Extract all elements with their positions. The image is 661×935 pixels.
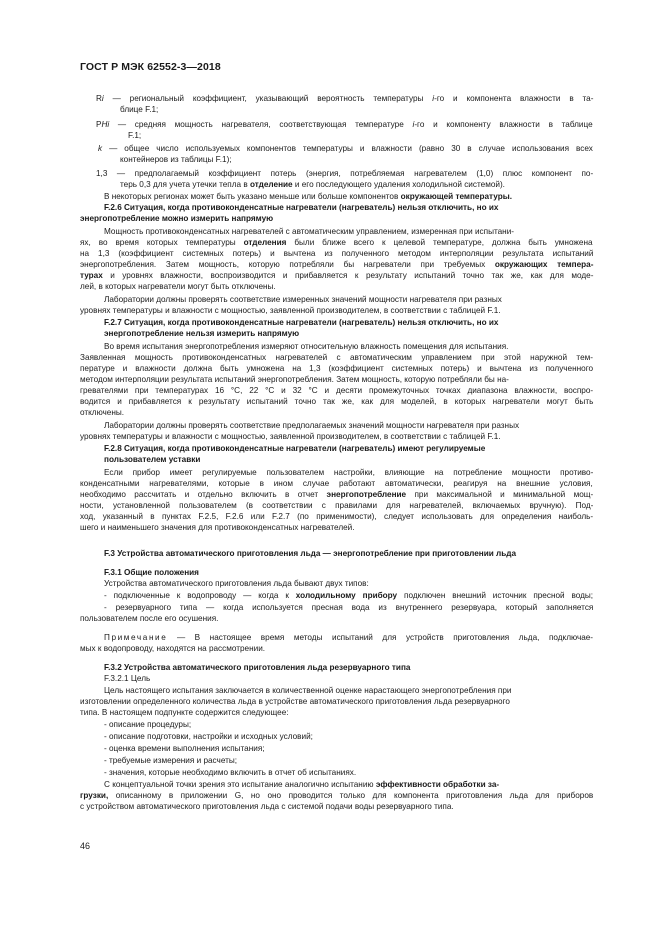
text-segment: С концептуальной точки зрения это испытание аналогично испытанию — [104, 780, 376, 789]
bold-term: F.3.1 Общие положения — [104, 568, 199, 577]
text-segment: на 1,3 (коэффициент системных потерь) и вычтена из полученного методом интерполяции результата испытаний — [80, 249, 594, 258]
text-segment: — региональный коэффициент, указывающий вероятность температуры — [103, 94, 433, 103]
text-line — [104, 779, 499, 790]
text-line — [80, 385, 593, 396]
text-segment: необходимо рассчитать и отдельно включить в отчет — [80, 490, 327, 499]
text-line — [120, 179, 505, 190]
text-line — [104, 191, 512, 202]
text-line — [80, 478, 593, 489]
text-segment: Лаборатории должны проверять соответствие измеренных значений мощности нагревателя при разных — [104, 295, 502, 304]
text-line — [104, 685, 511, 696]
text-segment: уровнях температуры и влажности с мощностью, заявленной производителем, в соответствии с таблицей F.1. — [80, 432, 501, 441]
text-segment: — средняя мощность нагревателя, соответствующая температуре — [109, 120, 413, 129]
text-segment: гревателями при температурах 16 °С, 22 °С и 32 °С и десяти промежуточных точках диапазона влажности, воспро- — [80, 386, 594, 395]
text-line — [104, 202, 498, 213]
text-line — [104, 731, 313, 742]
text-segment: отключены. — [80, 408, 125, 417]
text-segment: конденсатными нагревателями, которые в ином случае работают автоматически, реагируя на внешние условия, — [80, 479, 593, 488]
italic-symbol: k — [98, 144, 103, 153]
text-segment: описанному в приложении G, но оно проводится только для компонента приготовления льда для приборов — [108, 791, 594, 800]
text-line — [96, 168, 593, 179]
text-segment: В некоторых регионах может быть указано меньше или больше компонентов — [104, 192, 401, 201]
text-line — [80, 801, 454, 812]
text-segment: F.3.2.1 Цель — [104, 674, 151, 683]
text-segment: Лаборатории должны проверять соответствие предполагаемых значений мощности нагревателя при разных — [104, 421, 520, 430]
text-line — [104, 328, 299, 339]
text-segment: - оценка времени выполнения испытания; — [104, 744, 265, 753]
text-segment: и его последующего удаления холодильной системой). — [292, 180, 505, 189]
text-line — [104, 767, 356, 778]
text-segment: - резервуарного типа — когда используется пресная вода из внутреннего резервуара, который заполняется — [104, 603, 594, 612]
bold-term: отделение — [249, 180, 293, 189]
text-segment: были ближе всего к целевой температуре, должна быть умножена — [286, 238, 593, 247]
bold-term: пользователем уставки — [104, 455, 201, 464]
text-line — [80, 305, 501, 316]
text-line — [80, 696, 510, 707]
text-line — [80, 643, 265, 654]
bold-term: F.3 Устройства автоматического приготовления льда — энергопотребление при приготовлении льда — [104, 549, 517, 558]
text-line — [120, 154, 232, 165]
italic-symbol: i — [412, 120, 415, 129]
text-line — [80, 522, 355, 533]
bold-term: окружающей температуры. — [400, 192, 512, 201]
bold-term: отделения — [243, 238, 287, 247]
text-line — [98, 143, 593, 154]
text-line — [104, 226, 514, 237]
page-number: 46 — [80, 841, 91, 851]
bold-term: F.2.7 Ситуация, когда противоконденсатные нагреватели (нагреватель) нельзя отключить, но их — [104, 318, 499, 327]
bold-term: F.3.2 Устройства автоматического приготовления льда резервуарного типа — [104, 663, 411, 672]
bold-term: энергопотребление — [326, 490, 407, 499]
text-line — [104, 294, 502, 305]
text-segment: и уровнях влажности, воспроизводится и прибавляется к результату испытаний точно так же, как для моде- — [102, 271, 594, 280]
text-segment: Цель настоящего испытания заключается в количественной оценке нарастающего энергопотребления при — [104, 686, 512, 695]
text-line — [80, 248, 593, 259]
text-segment: подключен внешний источник пресной воды; — [397, 591, 594, 600]
text-segment: Устройства автоматического приготовления льда бывают двух типов: — [104, 579, 369, 588]
text-segment: водится и прибавляется к результату испытаний точно так же, как для моделей, в которых нагреватели могут быть — [80, 397, 594, 406]
italic-symbol: i — [432, 94, 435, 103]
text-segment: пользователем после его осушения. — [80, 614, 219, 623]
italic-symbol: Hi — [101, 120, 110, 129]
text-line — [96, 119, 593, 130]
text-segment: - описание процедуры; — [104, 720, 192, 729]
text-segment: Мощность противоконденсатных нагревателей с автоматическим управлением, измеренная при испытани- — [104, 227, 514, 236]
text-line — [104, 662, 410, 673]
text-segment: F.1; — [128, 131, 142, 140]
text-line — [104, 443, 485, 454]
text-line — [104, 341, 508, 352]
text-line — [104, 632, 593, 643]
text-segment: шего и наименьшего значения для противоконденсатных нагревателей. — [80, 523, 355, 532]
text-line — [104, 454, 200, 465]
text-segment: ности, установленной пользователем (в соответствии с правилами для нагревателей, включаемых вручную). Под- — [80, 501, 594, 510]
text-line — [80, 407, 124, 418]
text-segment: -го и компонента влажности в та- — [434, 94, 594, 103]
text-line — [80, 500, 593, 511]
text-segment: методом интерполяции результата испытаний энергопотребления. Затем мощность, которую потребляли бы на- — [80, 375, 509, 384]
text-line — [80, 396, 593, 407]
text-segment: с устройством автоматического приготовления льда с системой подачи воды резервуарного типа. — [80, 802, 454, 811]
text-line — [80, 363, 593, 374]
text-segment: P — [96, 120, 102, 129]
text-line — [80, 489, 593, 500]
text-line — [104, 578, 369, 589]
text-line — [104, 317, 498, 328]
text-line — [104, 548, 516, 559]
text-line — [80, 511, 593, 522]
text-segment: лей, в которых нагреватели могут быть отключены. — [80, 282, 276, 291]
text-segment: -го и компоненту влажности в таблице — [414, 120, 593, 129]
bold-term: окружающих темпера- — [494, 260, 594, 269]
text-segment: Если прибор имеет регулируемые пользователем настройки, влияющие на потребление мощности противо- — [104, 468, 594, 477]
text-line — [104, 467, 593, 478]
text-segment: 1,3 — предполагаемый коэффициент потерь (энергия, потребляемая нагревателем (1,0) плюс компонент по- — [96, 169, 594, 178]
text-segment: - подключенные к водопроводу — когда к — [104, 591, 296, 600]
text-segment: терь 0,3 для учета утечки тепла в — [120, 180, 250, 189]
bold-term: F.2.8 Ситуация, когда противоконденсатные нагреватели (нагреватель) имеют регулируемые — [104, 444, 486, 453]
text-segment: - значения, которые необходимо включить в отчет об испытаниях. — [104, 768, 357, 777]
text-line — [80, 352, 593, 363]
bold-term: эффективности обработки за- — [375, 780, 500, 789]
document-header: ГОСТ Р МЭК 62552-3—2018 — [80, 61, 221, 73]
text-segment: Заявленная мощность противоконденсатных нагревателей с автоматическим управлением при этой наружной тем- — [80, 353, 593, 362]
text-line — [104, 420, 519, 431]
text-segment: мых к водопроводу, находятся на рассмотрении. — [80, 644, 266, 653]
text-segment: Во время испытания энергопотребления измеряют относительную влажность помещения для испытания. — [104, 342, 509, 351]
text-line — [104, 602, 593, 613]
text-line — [128, 130, 141, 141]
text-segment: блице F.1; — [120, 105, 159, 114]
bold-term: турах — [80, 271, 103, 280]
text-line — [80, 237, 593, 248]
text-segment: - требуемые измерения и расчеты; — [104, 756, 238, 765]
bold-term: энергопотребление нельзя измерить напрямую — [104, 329, 300, 338]
bold-term: грузки, — [80, 791, 109, 800]
text-line — [80, 270, 593, 281]
text-segment: — общее число используемых компонентов температуры и влажности (равно 30 в случае использования всех — [102, 144, 593, 153]
text-line — [80, 707, 289, 718]
text-line — [104, 755, 237, 766]
text-line — [80, 790, 593, 801]
text-segment: контейнеров из таблицы F.1); — [120, 155, 232, 164]
text-line — [80, 213, 273, 224]
text-line — [104, 590, 593, 601]
text-line — [80, 259, 593, 270]
text-segment: - описание подготовки, настройки и исходных условий; — [104, 732, 313, 741]
text-line — [80, 613, 218, 624]
bold-term: энергопотребление можно измерить напрямую — [80, 214, 274, 223]
text-line — [80, 281, 276, 292]
text-segment: R — [96, 94, 102, 103]
bold-term: F.2.6 Ситуация, когда противоконденсатные нагреватели (нагреватель) нельзя отключить, но их — [104, 203, 499, 212]
text-segment: уровнях температуры и влажности с мощностью, заявленной производителем, в соответствии с таблицей F.1. — [80, 306, 501, 315]
text-line — [104, 567, 199, 578]
text-segment: изготовлении определенного количества льда в устройстве автоматического приготовления льда резервуарного — [80, 697, 510, 706]
text-segment: — В настоящее время методы испытаний для устройств приготовления льда, подключае- — [167, 633, 594, 642]
bold-term: холодильному прибору — [295, 591, 398, 600]
text-segment: ход, указанный в пунктах F.2.5, F.2.6 или F.2.7 (по применимости), следует использовать для определения наиболь- — [80, 512, 594, 521]
text-line — [80, 374, 509, 385]
text-segment: пературе и влажности должна быть умножена на 1,3 (коэффициент системных потерь) и вычтена из полученного — [80, 364, 594, 373]
text-line — [104, 743, 265, 754]
text-line — [96, 93, 593, 104]
text-segment: ях, во время которых температуры — [80, 238, 244, 247]
text-line — [104, 719, 191, 730]
italic-symbol: i — [101, 94, 104, 103]
text-segment: при максимальной и минимальной мощ- — [406, 490, 594, 499]
text-line — [80, 431, 501, 442]
text-line — [120, 104, 158, 115]
text-segment: типа. В настоящем подпункте содержится следующее: — [80, 708, 289, 717]
text-line — [104, 673, 150, 684]
text-segment: Примечание — [104, 633, 168, 642]
text-segment: энергопотребления. Затем мощность, которую потребляли бы нагреватели при требуемых — [80, 260, 495, 269]
